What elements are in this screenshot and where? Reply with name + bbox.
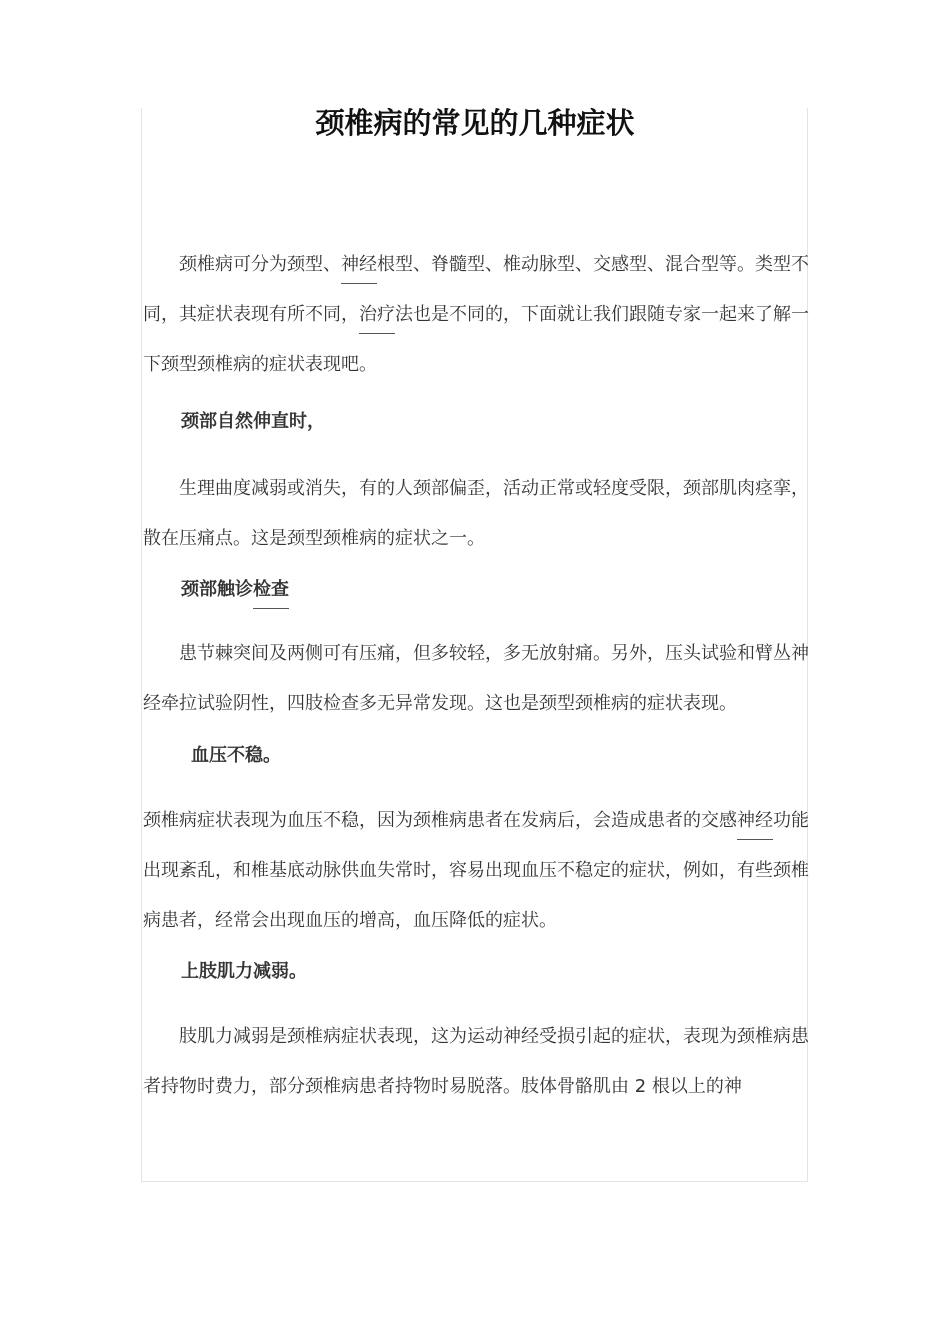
section-paragraph: 肢肌力减弱是颈椎病症状表现，这为运动神经受损引起的症状，表现为颈椎病患者持物时费力，部分颈椎病患者持物时易脱落。肢体骨骼肌由 2 根以上的神 bbox=[143, 1026, 809, 1097]
section-paragraph: 生理曲度减弱或消失，有的人颈部偏歪，活动正常或轻度受限，颈部肌肉痉挛，散在压痛点。这是颈型颈椎病的症状之一。 bbox=[143, 478, 809, 549]
keyword-link[interactable]: 检查 bbox=[253, 579, 289, 609]
section-heading bbox=[143, 575, 815, 605]
heading-text: 颈部触诊 bbox=[181, 579, 253, 600]
section-heading: 上肢肌力减弱。 bbox=[181, 961, 307, 982]
article-title: 颈椎病的常见的几种症状 bbox=[315, 106, 635, 140]
intro-text: 法也是不同的，下面就让我们跟随专家一起来了解一下颈型颈椎病的症状表现吧。 bbox=[143, 304, 809, 375]
intro-paragraph bbox=[143, 240, 815, 390]
keyword-link[interactable]: 神经 bbox=[737, 810, 773, 840]
section-paragraph: 患节棘突间及两侧可有压痛，但多较轻，多无放射痛。另外，压头试验和臂丛神经牵拉试验阴性，四肢检查多无异常发现。这也是颈型颈椎病的症状表现。 bbox=[143, 643, 809, 714]
keyword-link[interactable]: 治疗 bbox=[359, 304, 395, 334]
section-paragraph bbox=[143, 796, 815, 946]
intro-text: 颈椎病可分为颈型、 bbox=[179, 254, 341, 275]
section-heading: 血压不稳。 bbox=[191, 745, 281, 766]
keyword-link[interactable]: 神经 bbox=[341, 254, 377, 284]
paragraph-text: 颈椎病症状表现为血压不稳，因为颈椎病患者在发病后，会造成患者的交感 bbox=[143, 810, 737, 831]
paragraph-text: 功能出现紊乱，和椎基底动脉供血失常时，容易出现血压不稳定的症状，例如，有些颈椎病患者，经常会出现血压的增高，血压降低的症状。 bbox=[143, 810, 809, 931]
article-body bbox=[143, 240, 815, 1112]
section-heading: 颈部自然伸直时， bbox=[181, 411, 325, 432]
intro-text: 根型、脊髓型、椎动脉型、交感型、混合型等。类型不同，其症状表现有所不同， bbox=[143, 254, 809, 325]
